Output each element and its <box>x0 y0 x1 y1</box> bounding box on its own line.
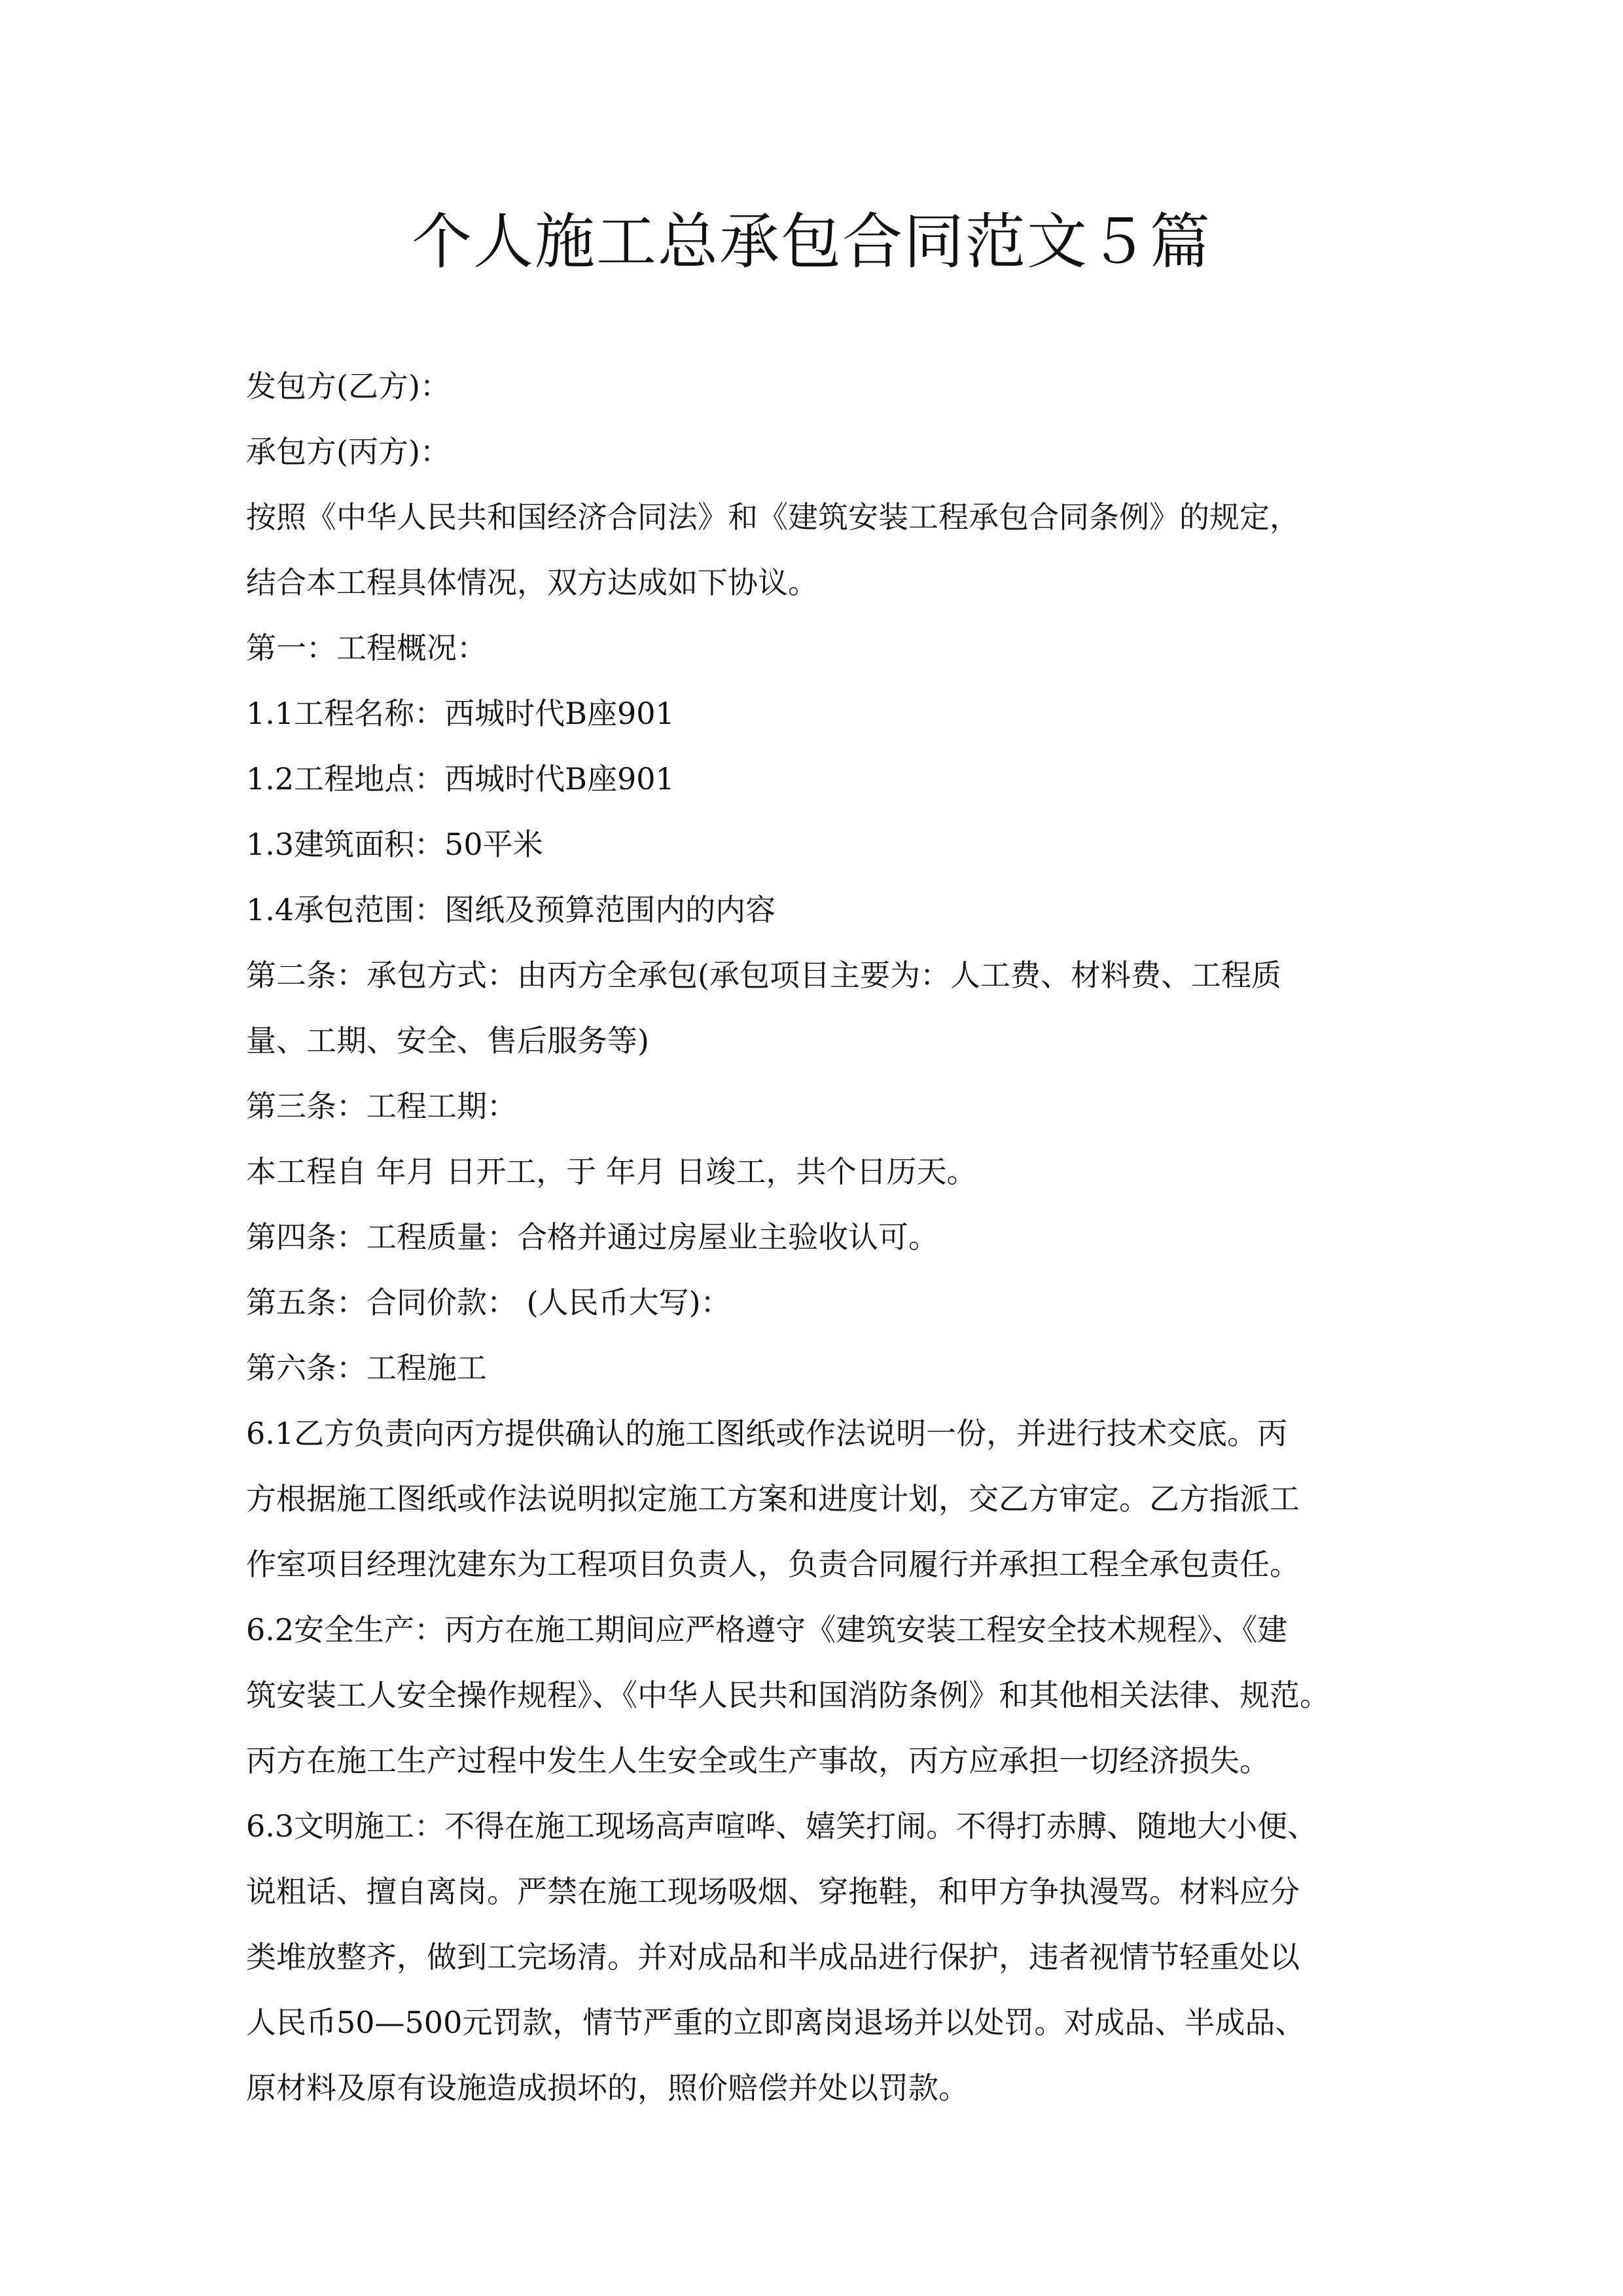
paragraph-line: 本工程自 年月 日开工，于 年月 日竣工，共个日历天。 <box>246 1154 977 1189</box>
paragraph-line: 第三条：工程工期： <box>246 1088 517 1124</box>
paragraph-line: 人民币50—500元罚款，情节严重的立即离岗退场并以处罚。对成品、半成品、 <box>246 2005 1306 2040</box>
paragraph-line: 第一：工程概况： <box>246 630 487 666</box>
paragraph-line: 第六条：工程施工 <box>246 1350 487 1386</box>
document-body <box>246 353 1404 2121</box>
paragraph-line: 类堆放整齐，做到工完场清。并对成品和半成品进行保护，违者视情节轻重处以 <box>246 1939 1300 1975</box>
paragraph-line: 6.1乙方负责向丙方提供确认的施工图纸或作法说明一份，并进行技术交底。丙 <box>246 1416 1288 1451</box>
paragraph-line: 承包方(丙方)： <box>246 434 450 469</box>
paragraph-line: 第四条：工程质量：合格并通过房屋业主验收认可。 <box>246 1219 938 1255</box>
paragraph-line: 第五条：合同价款： (人民币大写)： <box>246 1285 731 1320</box>
paragraph-line: 1.1工程名称：西城时代B座901 <box>246 696 675 731</box>
paragraph-line: 原材料及原有设施造成损坏的，照价赔偿并处以罚款。 <box>246 2070 969 2106</box>
document-title: 个人施工总承包合同范文５篇 <box>411 207 1211 277</box>
paragraph-line: 丙方在施工生产过程中发生人生安全或生产事故，丙方应承担一切经济损失。 <box>246 1743 1270 1778</box>
paragraph-line: 1.4承包范围：图纸及预算范围内的内容 <box>246 892 776 927</box>
paragraph-line: 筑安装工人安全操作规程》、《中华人民共和国消防条例》和其他相关法律、规范。 <box>246 1677 1330 1713</box>
paragraph-line: 说粗话、擅自离岗。严禁在施工现场吸烟、穿拖鞋，和甲方争执漫骂。材料应分 <box>246 1874 1300 1909</box>
paragraph-line: 方根据施工图纸或作法说明拟定施工方案和进度计划，交乙方审定。乙方指派工 <box>246 1481 1300 1516</box>
paragraph-line: 按照《中华人民共和国经济合同法》和《建筑安装工程承包合同条例》的规定， <box>246 499 1300 535</box>
paragraph-line: 量、工期、安全、售后服务等) <box>246 1023 649 1058</box>
paragraph-line: 第二条：承包方式：由丙方全承包(承包项目主要为：人工费、材料费、工程质 <box>246 958 1281 993</box>
paragraph-line: 作室项目经理沈建东为工程项目负责人，负责合同履行并承担工程全承包责任。 <box>246 1547 1300 1582</box>
paragraph-line: 1.2工程地点：西城时代B座901 <box>246 761 675 797</box>
paragraph-line: 6.2安全生产：丙方在施工期间应严格遵守《建筑安装工程安全技术规程》、《建 <box>246 1612 1288 1647</box>
paragraph-line: 发包方(乙方)： <box>246 368 450 404</box>
paragraph-line: 6.3文明施工：不得在施工现场高声喧哗、嬉笑打闹。不得打赤膊、随地大小便、 <box>246 1808 1318 1844</box>
paragraph-line: 1.3建筑面积：50平米 <box>246 827 543 862</box>
paragraph-line: 结合本工程具体情况，双方达成如下协议。 <box>246 565 818 600</box>
